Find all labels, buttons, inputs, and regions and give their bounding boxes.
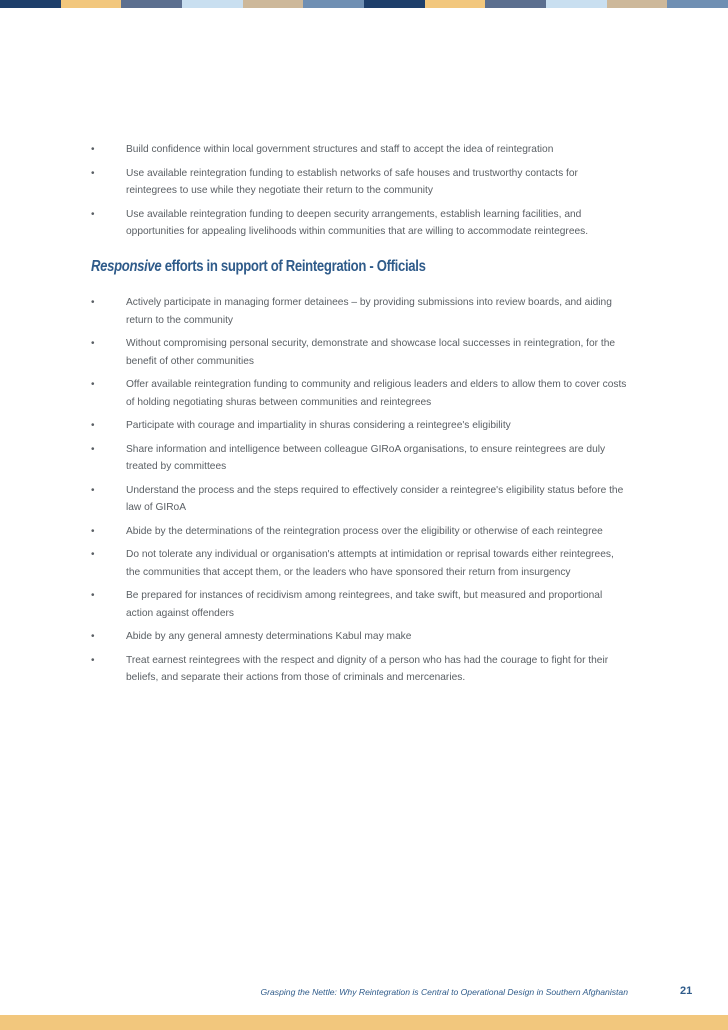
color-stripe <box>61 0 122 8</box>
bullet-icon: • <box>91 167 95 179</box>
bottom-color-band <box>0 1015 728 1030</box>
color-stripe <box>607 0 668 8</box>
bullet-list-top <box>0 141 728 247</box>
color-stripe <box>0 0 61 8</box>
color-stripe <box>121 0 182 8</box>
bullet-icon: • <box>91 144 95 155</box>
heading-emphasis: Responsive <box>91 258 162 275</box>
bullet-list-officials <box>0 294 728 693</box>
bullet-icon: • <box>91 420 95 431</box>
list-item-text: Actively participate in managing former detainees – by providing submissions into review boards, and aiding return to the community <box>126 297 612 326</box>
color-stripe <box>243 0 304 8</box>
bullet-icon: • <box>91 654 95 666</box>
list-item-text: Share information and intelligence between colleague GIRoA organisations, to ensure reintegrees are duly treated by committees <box>126 443 606 472</box>
bullet-icon: • <box>91 208 95 220</box>
list-item-text: Use available reintegration funding to establish networks of safe houses and trustworthy contacts for reintegrees to use while they negotiate their return to the community <box>126 167 578 196</box>
list-item-text: Do not tolerate any individual or organisation's attempts at intimidation or reprisal towards either reintegrees, the communities that accept them, or the leaders who have sponsored their return from insurgency <box>126 549 614 578</box>
list-item-text: Treat earnest reintegrees with the respect and dignity of a person who has had the courage to fight for their beliefs, and separate their actions from those of criminals and mercenaries. <box>126 654 609 683</box>
bullet-icon: • <box>91 549 95 560</box>
bullet-icon: • <box>91 338 95 349</box>
list-item <box>0 441 728 476</box>
list-item <box>0 165 728 200</box>
bullet-icon: • <box>91 297 95 308</box>
list-item-text: Participate with courage and impartiality in shuras considering a reintegree's eligibility <box>126 420 511 431</box>
bullet-icon: • <box>91 484 95 496</box>
list-item <box>0 523 728 541</box>
list-item <box>0 652 728 687</box>
bullet-icon: • <box>91 379 95 390</box>
list-item <box>0 206 728 241</box>
list-item <box>0 294 728 329</box>
list-item-text: Offer available reintegration funding to community and religious leaders and elders to allow them to cover costs of holding negotiating shuras between communities and reintegrees <box>126 379 627 408</box>
list-item <box>0 482 728 517</box>
list-item-text: Abide by the determinations of the reintegration process over the eligibility or otherwise of each reintegree <box>126 525 603 537</box>
list-item-text: Understand the process and the steps required to effectively consider a reintegree's eligibility status before the law of GIRoA <box>126 484 624 513</box>
color-stripe <box>182 0 243 8</box>
section-heading <box>91 258 426 276</box>
color-stripe <box>425 0 486 8</box>
list-item <box>0 141 728 159</box>
list-item-text: Without compromising personal security, demonstrate and showcase local successes in reintegration, for the benefit of other communities <box>126 338 616 367</box>
bullet-icon: • <box>91 443 95 455</box>
list-item-text: Abide by any general amnesty determinations Kabul may make <box>126 631 412 642</box>
list-item <box>0 628 728 646</box>
list-item-text: Be prepared for instances of recidivism among reintegrees, and take swift, but measured and proportional action against offenders <box>126 590 603 619</box>
heading-text: efforts in support of Reintegration - Officials <box>161 258 426 275</box>
list-item <box>0 335 728 370</box>
bullet-icon: • <box>91 525 95 537</box>
page-number: 21 <box>680 985 693 997</box>
list-item <box>0 587 728 622</box>
list-item <box>0 376 728 411</box>
color-stripe <box>546 0 607 8</box>
list-item-text: Use available reintegration funding to deepen security arrangements, establish learning facilities, and opportunities for appealing livelihoods within communities that are willing to accommodate reintegrees. <box>126 208 589 237</box>
top-color-stripes <box>0 0 728 8</box>
list-item <box>0 417 728 435</box>
bullet-icon: • <box>91 590 95 601</box>
list-item <box>0 546 728 581</box>
list-item-text: Build confidence within local government structures and staff to accept the idea of reintegration <box>126 144 554 155</box>
footer-title: Grasping the Nettle: Why Reintegration is Central to Operational Design in Southern Afghanistan <box>260 987 628 997</box>
color-stripe <box>364 0 425 8</box>
color-stripe <box>303 0 364 8</box>
bullet-icon: • <box>91 631 95 642</box>
color-stripe <box>667 0 728 8</box>
color-stripe <box>485 0 546 8</box>
